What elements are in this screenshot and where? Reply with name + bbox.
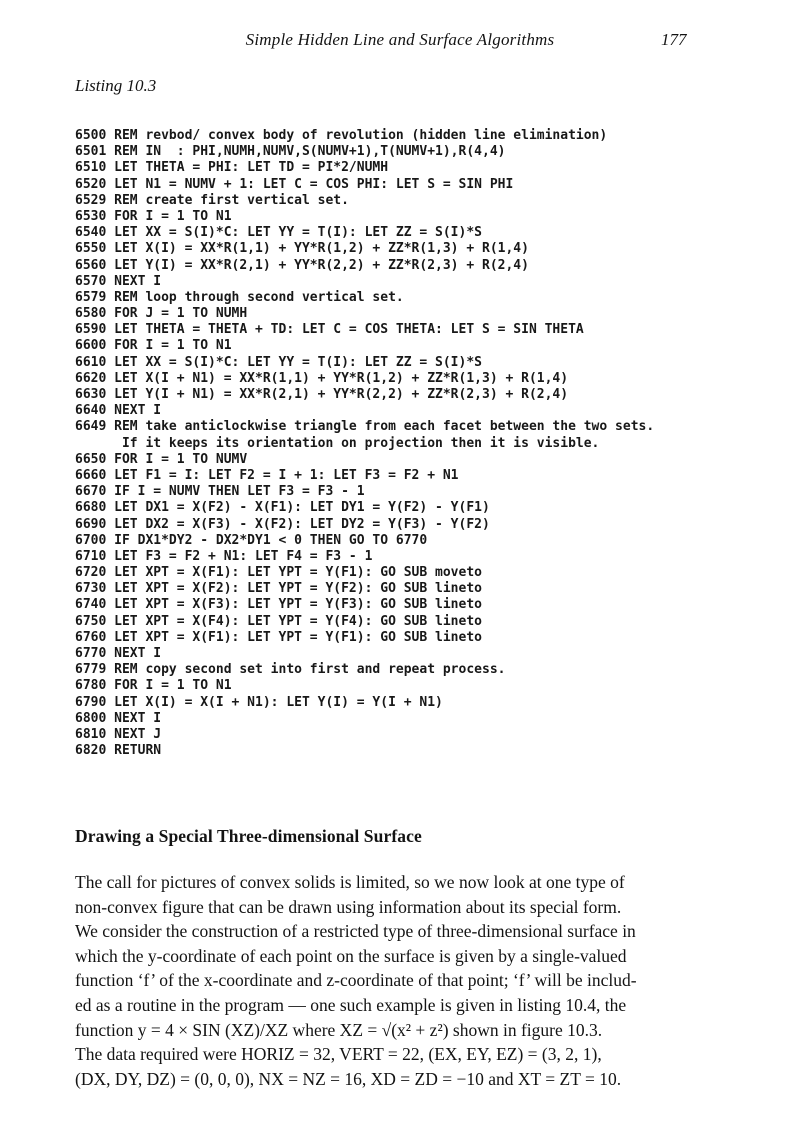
paragraph-line: function y = 4 × SIN (XZ)/XZ where XZ = √(x² + z²) shown in figure 10.3. — [75, 1019, 603, 1040]
code-line: 6540 LET XX = S(I)*C: LET YY = T(I): LET ZZ = S(I)*S — [75, 225, 482, 241]
code-line: 6670 IF I = NUMV THEN LET F3 = F3 - 1 — [75, 484, 365, 500]
section-heading: Drawing a Special Three-dimensional Surface — [75, 826, 422, 846]
code-line: 6530 FOR I = 1 TO N1 — [75, 208, 232, 224]
code-line: If it keeps its orientation on projection then it is visible. — [75, 435, 600, 451]
code-line: 6630 LET Y(I + N1) = XX*R(2,1) + YY*R(2,2) + ZZ*R(2,3) + R(2,4) — [75, 387, 569, 402]
listing-caption: Listing 10.3 — [75, 76, 157, 95]
paragraph-line: which the y-coordinate of each point on the surface is given by a single-valued — [75, 945, 627, 966]
paragraph-line: ed as a routine in the program — one such example is given in listing 10.4, the — [75, 994, 627, 1015]
code-line: 6500 REM revbod/ convex body of revolution (hidden line elimination) — [75, 128, 608, 143]
code-line: 6501 REM IN : PHI,NUMH,NUMV,S(NUMV+1),T(NUMV+1),R(4,4) — [75, 144, 506, 160]
code-line: 6750 LET XPT = X(F4): LET YPT = Y(F4): GO SUB lineto — [75, 613, 482, 629]
code-line: 6510 LET THETA = PHI: LET TD = PI*2/NUMH — [75, 160, 389, 176]
code-line: 6680 LET DX1 = X(F2) - X(F1): LET DY1 = Y(F2) - Y(F1) — [75, 500, 490, 516]
code-line: 6649 REM take anticlockwise triangle from each facet between the two sets. — [75, 419, 655, 435]
code-line: 6650 FOR I = 1 TO NUMV — [75, 451, 248, 467]
code-line: 6770 NEXT I — [75, 646, 162, 661]
code-line: 6730 LET XPT = X(F2): LET YPT = Y(F2): GO SUB lineto — [75, 581, 482, 597]
body-paragraph — [75, 870, 747, 1091]
code-line: 6529 REM create first vertical set. — [75, 192, 349, 208]
code-line: 6600 FOR I = 1 TO N1 — [75, 338, 232, 354]
code-line: 6610 LET XX = S(I)*C: LET YY = T(I): LET ZZ = S(I)*S — [75, 354, 482, 370]
code-line: 6660 LET F1 = I: LET F2 = I + 1: LET F3 = F2 + N1 — [75, 467, 459, 483]
code-line: 6740 LET XPT = X(F3): LET YPT = Y(F3): GO SUB lineto — [75, 597, 482, 613]
code-line: 6640 NEXT I — [75, 403, 162, 419]
code-line: 6779 REM copy second set into first and repeat process. — [75, 662, 506, 678]
paragraph-line: non-convex figure that can be drawn using information about its special form. — [75, 896, 622, 917]
code-line: 6800 NEXT I — [75, 710, 162, 726]
code-line: 6590 LET THETA = THETA + TD: LET C = COS THETA: LET S = SIN THETA — [75, 322, 584, 338]
code-line: 6790 LET X(I) = X(I + N1): LET Y(I) = Y(I + N1) — [75, 694, 443, 710]
page-number: 177 — [661, 30, 687, 49]
code-line: 6700 IF DX1*DY2 - DX2*DY1 < 0 THEN GO TO 6770 — [75, 532, 428, 548]
paragraph-line: (DX, DY, DZ) = (0, 0, 0), NX = NZ = 16, XD = ZD = −10 and XT = ZT = 10. — [75, 1068, 622, 1089]
code-line: 6690 LET DX2 = X(F3) - X(F2): LET DY2 = Y(F3) - Y(F2) — [75, 516, 490, 532]
code-line: 6560 LET Y(I) = XX*R(2,1) + YY*R(2,2) + ZZ*R(2,3) + R(2,4) — [75, 257, 529, 273]
code-line: 6520 LET N1 = NUMV + 1: LET C = COS PHI: LET S = SIN PHI — [75, 176, 514, 192]
code-line: 6810 NEXT J — [75, 726, 162, 742]
code-line: 6710 LET F3 = F2 + N1: LET F4 = F3 - 1 — [75, 548, 373, 564]
running-head: Simple Hidden Line and Surface Algorithms — [245, 30, 555, 49]
paragraph-line: The data required were HORIZ = 32, VERT = 22, (EX, EY, EZ) = (3, 2, 1), — [75, 1044, 602, 1065]
code-listing — [75, 128, 654, 759]
paragraph-line: The call for pictures of convex solids is limited, so we now look at one type of — [75, 872, 625, 892]
code-line: 6820 RETURN — [75, 743, 162, 759]
code-line: 6760 LET XPT = X(F1): LET YPT = Y(F1): GO SUB lineto — [75, 629, 482, 645]
code-line: 6570 NEXT I — [75, 273, 162, 289]
paragraph-line: function ‘f’ of the x-coordinate and z-coordinate of that point; ‘f’ will be includ- — [75, 970, 637, 991]
code-line: 6780 FOR I = 1 TO N1 — [75, 678, 232, 694]
code-line: 6720 LET XPT = X(F1): LET YPT = Y(F1): GO SUB moveto — [75, 565, 482, 581]
code-line: 6580 FOR J = 1 TO NUMH — [75, 306, 248, 322]
code-line: 6620 LET X(I + N1) = XX*R(1,1) + YY*R(1,2) + ZZ*R(1,3) + R(1,4) — [75, 370, 569, 386]
code-line: 6550 LET X(I) = XX*R(1,1) + YY*R(1,2) + ZZ*R(1,3) + R(1,4) — [75, 241, 529, 257]
code-line: 6579 REM loop through second vertical set. — [75, 289, 404, 305]
paragraph-line: We consider the construction of a restricted type of three-dimensional surface in — [75, 921, 636, 942]
